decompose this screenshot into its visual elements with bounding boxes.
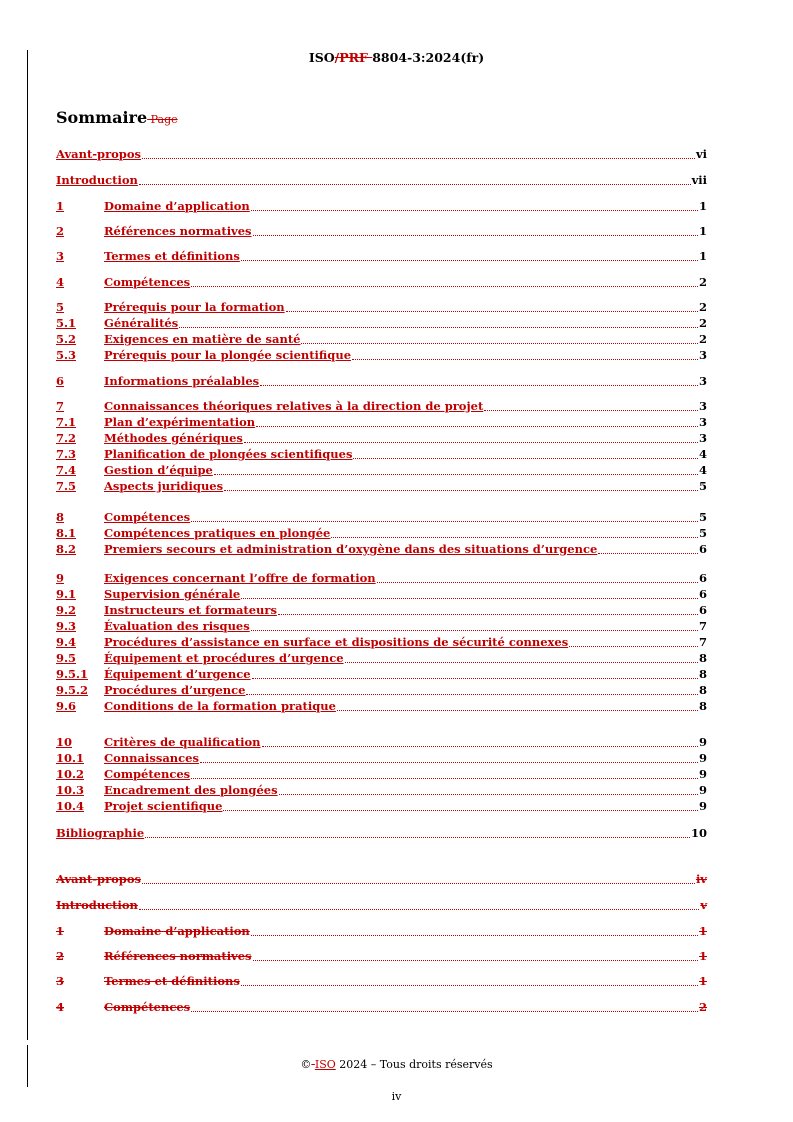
toc-dot-leader bbox=[241, 259, 698, 261]
toc-dot-leader bbox=[279, 793, 698, 795]
page-header bbox=[0, 50, 793, 65]
toc-entry-number: 9.5.1 bbox=[56, 667, 89, 681]
toc-entry-page: 8 bbox=[698, 699, 707, 713]
toc-entry[interactable] bbox=[56, 668, 707, 681]
toc-entry[interactable] bbox=[56, 464, 707, 477]
toc-entry-label: Conditions de la formation pratique bbox=[104, 699, 336, 713]
toc-entry-page: 2 bbox=[698, 275, 707, 289]
toc-dot-leader bbox=[377, 581, 698, 583]
toc-dot-leader bbox=[598, 552, 698, 554]
toc-entry-number: 3 bbox=[56, 974, 65, 988]
toc-dot-leader bbox=[251, 934, 698, 936]
toc-dot-leader bbox=[256, 425, 698, 427]
deleted-toc-entry[interactable] bbox=[56, 899, 707, 912]
margin-change-bar bbox=[27, 50, 28, 1040]
toc-entry-label: Compétences bbox=[104, 275, 191, 289]
toc-entry[interactable] bbox=[56, 543, 707, 556]
toc-entry-page: 6 bbox=[698, 587, 707, 601]
toc-entry-label: Procédures d’urgence bbox=[104, 683, 246, 697]
toc-entry-label: Méthodes génériques bbox=[104, 431, 243, 445]
toc-entry-label: Compétences pratiques en plongée bbox=[104, 526, 331, 540]
toc-entry-label: Encadrement des plongées bbox=[104, 783, 278, 797]
toc-entry-number: 7.2 bbox=[56, 431, 77, 445]
toc-entry[interactable] bbox=[56, 200, 707, 213]
toc-entry-page: 9 bbox=[698, 751, 707, 765]
toc-dot-leader bbox=[251, 629, 698, 631]
toc-dot-leader bbox=[253, 959, 698, 961]
toc-entry-page: 7 bbox=[698, 619, 707, 633]
toc-entry-page: 3 bbox=[698, 374, 707, 388]
page-number: iv bbox=[391, 1090, 402, 1103]
toc-entry[interactable] bbox=[56, 604, 707, 617]
toc-dot-leader bbox=[352, 358, 698, 360]
toc-entry-label: Gestion d’équipe bbox=[104, 463, 213, 477]
toc-dot-leader bbox=[200, 761, 698, 763]
toc-entry-page: 3 bbox=[698, 415, 707, 429]
toc-entry-label: Prérequis pour la plongée scientifique bbox=[104, 348, 352, 362]
toc-entry[interactable] bbox=[56, 317, 707, 330]
toc-entry-label: Termes et définitions bbox=[104, 249, 240, 263]
toc-entry-number: 9.3 bbox=[56, 619, 77, 633]
toc-entry[interactable] bbox=[56, 448, 707, 461]
toc-dot-leader bbox=[214, 473, 698, 475]
deleted-toc-entry[interactable] bbox=[56, 975, 707, 988]
toc-dot-leader bbox=[223, 809, 698, 811]
toc-dot-leader bbox=[191, 285, 698, 287]
toc-title-deleted: Page bbox=[147, 113, 178, 126]
toc-entry-number: 5.3 bbox=[56, 348, 77, 362]
toc-entry-label: Supervision générale bbox=[104, 587, 241, 601]
toc-entry-number: 1 bbox=[56, 924, 65, 938]
toc-dot-leader bbox=[331, 536, 698, 538]
toc-dot-leader bbox=[224, 489, 698, 491]
toc-entry-label: Introduction bbox=[56, 898, 138, 912]
toc-dot-leader bbox=[484, 409, 698, 411]
toc-dot-leader bbox=[191, 777, 698, 779]
toc-entry[interactable] bbox=[56, 527, 707, 540]
toc-dot-leader bbox=[278, 613, 698, 615]
toc-entry-page: 8 bbox=[698, 667, 707, 681]
toc-dot-leader bbox=[337, 709, 698, 711]
toc-entry[interactable] bbox=[56, 480, 707, 493]
toc-entry-label: Premiers secours et administration d’oxygène dans des situations d’urgence bbox=[104, 542, 598, 556]
toc-entry[interactable] bbox=[56, 225, 707, 238]
toc-entry-page: 3 bbox=[698, 431, 707, 445]
footer-copyright: © bbox=[300, 1058, 312, 1071]
toc-entry-label: Informations préalables bbox=[104, 374, 260, 388]
toc-entry-page: 10 bbox=[690, 826, 707, 840]
toc-entry[interactable] bbox=[56, 636, 707, 649]
toc-entry-label: Prérequis pour la formation bbox=[104, 300, 285, 314]
toc-dot-leader bbox=[262, 745, 698, 747]
toc-entry-page: 2 bbox=[698, 332, 707, 346]
toc-entry[interactable] bbox=[56, 827, 707, 840]
toc-entry-page: 8 bbox=[698, 651, 707, 665]
toc-entry-label: Équipement et procédures d’urgence bbox=[104, 651, 344, 665]
toc-entry-page: 4 bbox=[698, 463, 707, 477]
toc-entry[interactable] bbox=[56, 148, 707, 161]
toc-entry-page: 6 bbox=[698, 603, 707, 617]
toc-entry-label: Plan d’expérimentation bbox=[104, 415, 256, 429]
toc-entry-page: 9 bbox=[698, 783, 707, 797]
toc-entry-page: 6 bbox=[698, 571, 707, 585]
toc-entry[interactable] bbox=[56, 736, 707, 749]
toc-entry-label: Compétences bbox=[104, 510, 191, 524]
toc-entry-number: 9.6 bbox=[56, 699, 77, 713]
toc-entry-page: 1 bbox=[698, 199, 707, 213]
toc-entry-page: iv bbox=[695, 872, 707, 886]
toc-entry-label: Évaluation des risques bbox=[104, 619, 250, 633]
toc-entry-page: 3 bbox=[698, 399, 707, 413]
toc-title-text: Sommaire bbox=[56, 108, 148, 127]
toc-entry-page: 7 bbox=[698, 635, 707, 649]
toc-entry[interactable] bbox=[56, 784, 707, 797]
toc-dot-leader bbox=[139, 908, 699, 910]
toc-entry-label: Généralités bbox=[104, 316, 179, 330]
toc-entry-label: Bibliographie bbox=[56, 826, 145, 840]
toc-dot-leader bbox=[241, 984, 698, 986]
toc-entry-number: 1 bbox=[56, 199, 65, 213]
toc-entry-number: 8.2 bbox=[56, 542, 77, 556]
toc-entry[interactable] bbox=[56, 276, 707, 289]
toc-entry-label: Procédures d’assistance en surface et dispositions de sécurité connexes bbox=[104, 635, 569, 649]
toc-entry-number: 3 bbox=[56, 249, 65, 263]
toc-entry[interactable] bbox=[56, 432, 707, 445]
toc-dot-leader bbox=[353, 457, 698, 459]
toc-entry[interactable] bbox=[56, 416, 707, 429]
toc-entry[interactable] bbox=[56, 511, 707, 524]
toc-entry-label: Aspects juridiques bbox=[104, 479, 224, 493]
toc-entry-number: 4 bbox=[56, 1000, 65, 1014]
toc-entry[interactable] bbox=[56, 375, 707, 388]
toc-entry-number: 8.1 bbox=[56, 526, 77, 540]
toc-dot-leader bbox=[246, 693, 698, 695]
toc-entry-label: Planification de plongées scientifiques bbox=[104, 447, 353, 461]
deleted-toc-entry[interactable] bbox=[56, 873, 707, 886]
toc-dot-leader bbox=[301, 342, 698, 344]
deleted-toc-entry[interactable] bbox=[56, 950, 707, 963]
toc-entry-number: 7.3 bbox=[56, 447, 77, 461]
toc-entry-page: vii bbox=[691, 173, 707, 187]
toc-entry-page: 1 bbox=[698, 224, 707, 238]
toc-entry[interactable] bbox=[56, 572, 707, 585]
header-prefix: ISO bbox=[308, 50, 335, 65]
toc-entry-page: 3 bbox=[698, 348, 707, 362]
toc-entry-label: Connaissances bbox=[104, 751, 199, 765]
toc-entry[interactable] bbox=[56, 400, 707, 413]
toc-entry[interactable] bbox=[56, 333, 707, 346]
toc-dot-leader bbox=[142, 882, 695, 884]
toc-entry-label: Introduction bbox=[56, 173, 138, 187]
toc-entry[interactable] bbox=[56, 588, 707, 601]
toc-entry-page: 5 bbox=[698, 526, 707, 540]
toc-entry-number: 5 bbox=[56, 300, 65, 314]
toc-entry-label: Compétences bbox=[104, 767, 191, 781]
toc-entry-label: Avant-propos bbox=[56, 872, 141, 886]
toc-entry-label: Exigences concernant l’offre de formation bbox=[104, 571, 376, 585]
toc-entry-page: v bbox=[700, 898, 707, 912]
toc-entry-page: 2 bbox=[698, 1000, 707, 1014]
toc-dot-leader bbox=[241, 597, 698, 599]
toc-dot-leader bbox=[244, 441, 698, 443]
toc-entry-number: 7.4 bbox=[56, 463, 77, 477]
toc-entry-number: 9.2 bbox=[56, 603, 77, 617]
toc-entry-page: 4 bbox=[698, 447, 707, 461]
toc-entry[interactable] bbox=[56, 349, 707, 362]
toc-entry[interactable] bbox=[56, 700, 707, 713]
toc-entry-number: 7 bbox=[56, 399, 65, 413]
toc-entry-number: 6 bbox=[56, 374, 65, 388]
toc-entry-label: Critères de qualification bbox=[104, 735, 261, 749]
toc-entry-number: 9.5 bbox=[56, 651, 77, 665]
toc-entry-label: Domaine d’application bbox=[104, 924, 250, 938]
toc-dot-leader bbox=[142, 157, 695, 159]
toc-entry-page: 9 bbox=[698, 735, 707, 749]
toc-entry-number: 9.5.2 bbox=[56, 683, 89, 697]
toc-entry-page: 6 bbox=[698, 542, 707, 556]
toc-dot-leader bbox=[191, 1010, 698, 1012]
toc-dot-leader bbox=[253, 234, 698, 236]
toc-entry-label: Références normatives bbox=[104, 224, 252, 238]
deleted-toc-entry[interactable] bbox=[56, 925, 707, 938]
toc-dot-leader bbox=[179, 326, 698, 328]
header-suffix: 8804-3:2024(fr) bbox=[372, 50, 485, 65]
toc-entry-number: 4 bbox=[56, 275, 65, 289]
toc-entry-label: Compétences bbox=[104, 1000, 191, 1014]
toc-entry[interactable] bbox=[56, 250, 707, 263]
toc-entry-page: 1 bbox=[698, 249, 707, 263]
toc-entry-number: 5.1 bbox=[56, 316, 77, 330]
toc-dot-leader bbox=[345, 661, 698, 663]
toc-entry-page: 5 bbox=[698, 510, 707, 524]
toc-entry[interactable] bbox=[56, 768, 707, 781]
toc-entry-page: 5 bbox=[698, 479, 707, 493]
toc-title bbox=[56, 108, 178, 127]
footer-year: 2024 – Tous droits réservés bbox=[339, 1058, 493, 1071]
toc-entry[interactable] bbox=[56, 800, 707, 813]
toc-entry-page: 9 bbox=[698, 767, 707, 781]
toc-entry-page: 1 bbox=[698, 924, 707, 938]
deleted-toc-entry[interactable] bbox=[56, 1001, 707, 1014]
toc-entry[interactable] bbox=[56, 752, 707, 765]
toc-dot-leader bbox=[569, 645, 698, 647]
toc-entry-number: 2 bbox=[56, 949, 65, 963]
toc-entry-page: 1 bbox=[698, 949, 707, 963]
toc-entry-number: 10.3 bbox=[56, 783, 85, 797]
toc-entry-label: Équipement d’urgence bbox=[104, 667, 251, 681]
toc-dot-leader bbox=[252, 677, 698, 679]
footer-iso: ISO bbox=[314, 1058, 336, 1071]
toc-entry[interactable] bbox=[56, 620, 707, 633]
toc-entry-label: Références normatives bbox=[104, 949, 252, 963]
toc-entry-page: 1 bbox=[698, 974, 707, 988]
toc-entry-number: 10.4 bbox=[56, 799, 85, 813]
toc-entry-label: Termes et définitions bbox=[104, 974, 240, 988]
toc-entry-page: 9 bbox=[698, 799, 707, 813]
toc-entry-page: 2 bbox=[698, 316, 707, 330]
toc-entry-label: Domaine d’application bbox=[104, 199, 250, 213]
toc-entry-number: 7.5 bbox=[56, 479, 77, 493]
toc-entry[interactable] bbox=[56, 652, 707, 665]
toc-entry-number: 9.1 bbox=[56, 587, 77, 601]
toc-dot-leader bbox=[251, 209, 698, 211]
toc-entry-label: Instructeurs et formateurs bbox=[104, 603, 277, 617]
toc-dot-leader bbox=[191, 520, 698, 522]
toc-dot-leader bbox=[139, 183, 691, 185]
toc-entry-number: 2 bbox=[56, 224, 65, 238]
toc-entry[interactable] bbox=[56, 174, 707, 187]
toc-entry-page: 8 bbox=[698, 683, 707, 697]
toc-entry-page: 2 bbox=[698, 300, 707, 314]
toc-entry-page: vi bbox=[695, 147, 707, 161]
toc-entry-number: 9 bbox=[56, 571, 65, 585]
toc-entry-number: 10 bbox=[56, 735, 73, 749]
toc-entry-number: 9.4 bbox=[56, 635, 77, 649]
page-footer bbox=[0, 1058, 793, 1071]
toc-dot-leader bbox=[286, 310, 698, 312]
toc-dot-leader bbox=[145, 836, 690, 838]
toc-entry[interactable] bbox=[56, 301, 707, 314]
toc-entry-number: 10.2 bbox=[56, 767, 85, 781]
toc-entry[interactable] bbox=[56, 684, 707, 697]
toc-entry-label: Avant-propos bbox=[56, 147, 141, 161]
toc-entry-label: Projet scientifique bbox=[104, 799, 223, 813]
toc-entry-number: 7.1 bbox=[56, 415, 77, 429]
toc-dot-leader bbox=[260, 384, 698, 386]
toc-entry-label: Exigences en matière de santé bbox=[104, 332, 301, 346]
toc-entry-number: 5.2 bbox=[56, 332, 77, 346]
toc-entry-label: Connaissances théoriques relatives à la direction de projet bbox=[104, 399, 484, 413]
toc-entry-number: 8 bbox=[56, 510, 65, 524]
toc-entry-number: 10.1 bbox=[56, 751, 85, 765]
header-deleted-text: /PRF bbox=[334, 50, 373, 65]
